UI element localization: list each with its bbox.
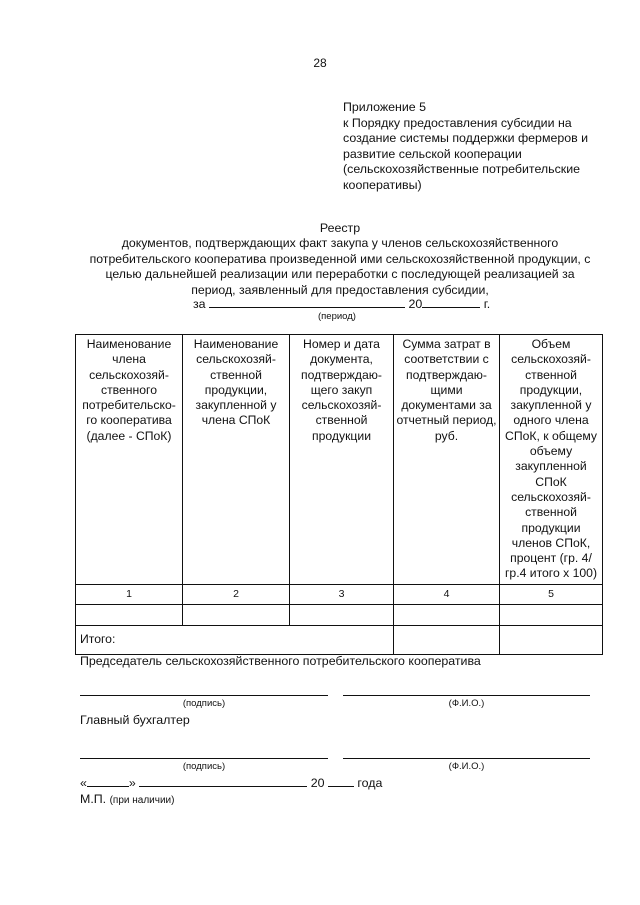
- appendix-heading: [343, 100, 613, 194]
- registry-line: потребительского кооператива произведенной ими сельскохозяйственной продукции, с: [89, 251, 591, 266]
- table-row: [76, 605, 603, 626]
- year-word: года: [357, 776, 383, 790]
- page-number: 28: [313, 56, 327, 70]
- table-header-cell: Наименование сельскохозяй-ственной продукции, закупленной у члена СПоК: [183, 335, 290, 585]
- table-header-cell: Объем сельскохозяй-ственной продукции, закупленной у одного члена СПоК, к общему объему закупленной СПоК сельскохозяй-ственной продукции членов СПоК, процент (гр. 4/ гр.4 итого х 100): [500, 335, 603, 585]
- accountant-name-line[interactable]: [343, 758, 590, 759]
- table-header-row: [76, 335, 603, 585]
- accountant-signature-line[interactable]: [80, 758, 328, 759]
- date-year-blank[interactable]: [328, 775, 354, 787]
- appendix-line: кооперативы): [343, 177, 422, 192]
- day-blank[interactable]: [87, 775, 129, 787]
- column-number: 2: [183, 584, 290, 604]
- appendix-line: развитие сельской кооперации: [343, 146, 522, 161]
- date-line: [80, 775, 382, 790]
- table-cell[interactable]: [76, 605, 183, 626]
- table-cell[interactable]: [290, 605, 394, 626]
- appendix-line: к Порядку предоставления субсидии на: [343, 115, 572, 130]
- table-cell[interactable]: [183, 605, 290, 626]
- period-caption: (период): [318, 311, 356, 322]
- table-number-row: [76, 584, 603, 604]
- stamp-place: [80, 792, 174, 806]
- table-header-cell: Номер и дата документа, подтверждаю-щего закуп сельскохозяй-ственной продукции: [290, 335, 394, 585]
- table-header-cell: Наименование члена сельскохозяй-ственного потребительско-го кооператива (далее - СПоК): [76, 335, 183, 585]
- period-blank[interactable]: [209, 296, 405, 308]
- table-header-cell: Сумма затрат в соответствии с подтверждаю-щими документами за отчетный период, руб.: [394, 335, 500, 585]
- registry-line: целью дальнейшей реализации или переработки с последующей реализацией за: [105, 267, 575, 281]
- stamp-note: (при наличии): [109, 795, 175, 806]
- column-number: 3: [290, 584, 394, 604]
- chairman-signature-line[interactable]: [80, 695, 328, 696]
- appendix-line: Приложение 5: [343, 100, 427, 114]
- column-number: 5: [500, 584, 603, 604]
- month-blank[interactable]: [139, 775, 307, 787]
- accountant-title: Главный бухгалтер: [80, 713, 190, 727]
- za-label: за: [193, 297, 206, 311]
- period-line: [193, 296, 490, 311]
- table-cell[interactable]: [394, 605, 500, 626]
- year-blank[interactable]: [422, 296, 480, 308]
- chairman-name-line[interactable]: [343, 695, 590, 696]
- appendix-line: создание системы поддержки фермеров и: [343, 131, 589, 146]
- name-caption: (Ф.И.О.): [448, 761, 485, 772]
- year-suffix: г.: [483, 297, 491, 311]
- column-number: 1: [76, 584, 183, 604]
- date-year-prefix: 20: [310, 776, 325, 790]
- registry-description: [60, 236, 620, 298]
- registry-table: [75, 334, 603, 655]
- registry-title: Реестр: [319, 221, 361, 235]
- total-sum-cell[interactable]: [394, 626, 500, 655]
- chairman-title: Председатель сельскохозяйственного потребительского кооператива: [80, 654, 481, 668]
- table-cell[interactable]: [500, 605, 603, 626]
- column-number: 4: [394, 584, 500, 604]
- year-prefix: 20: [408, 297, 423, 311]
- registry-line: период, заявленный для предоставления субсидии,: [191, 282, 489, 297]
- total-percent-cell[interactable]: [500, 626, 603, 655]
- total-label: Итого:: [76, 626, 394, 655]
- open-quote: «: [80, 776, 87, 790]
- close-quote: »: [128, 776, 136, 790]
- registry-line: документов, подтверждающих факт закупа у членов сельскохозяйственного: [121, 236, 559, 250]
- appendix-line: (сельскохозяйственные потребительские: [343, 162, 581, 177]
- signature-caption: (подпись): [182, 698, 226, 709]
- stamp-label: М.П.: [80, 792, 107, 806]
- name-caption: (Ф.И.О.): [448, 698, 485, 709]
- signature-caption: (подпись): [182, 761, 226, 772]
- total-row: [76, 626, 603, 655]
